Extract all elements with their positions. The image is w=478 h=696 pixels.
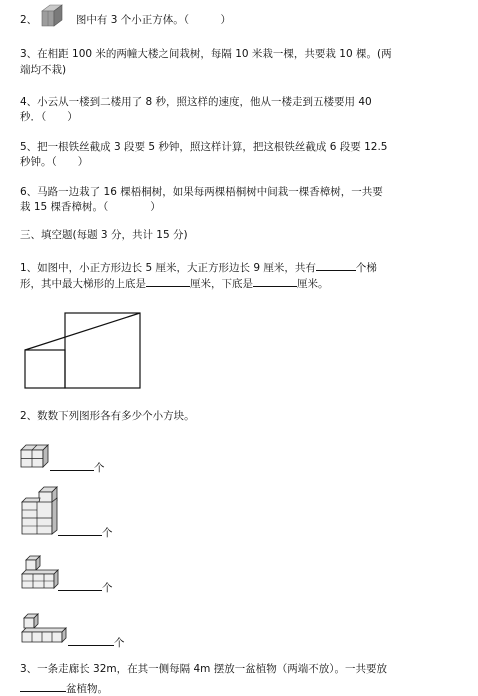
fill-1-text-c: 形，其中最大梯形的上底是: [20, 278, 146, 290]
blank-figure-1: [50, 459, 94, 471]
question-3-line1: 3、在相距 100 米的两幢大楼之间栽树，每隔 10 米栽一棵，共要栽 10 棵。(两: [20, 48, 392, 60]
fill-2-text: 2、数数下列图形各有多少个小方块。: [20, 410, 195, 422]
fill-2-answer-3: [58, 579, 113, 595]
blank-figure-3: [58, 579, 102, 591]
blank-plant-count: [20, 680, 66, 692]
question-4-line1: 4、小云从一楼到二楼用了 8 秒，照这样的速度，他从一楼走到五楼要用 40: [20, 96, 372, 108]
fill-3-line2: [20, 680, 108, 696]
section-3-title: 三、填空题(每题 3 分，共计 15 分): [20, 229, 188, 241]
fill-1-text-b: 个梯: [355, 262, 377, 274]
unit-label: 个: [102, 582, 113, 594]
fill-1-text-e: 厘米。: [297, 278, 329, 290]
blank-trapezoid-count: [316, 259, 356, 271]
question-4-line2: 秒．（ ）: [20, 111, 78, 123]
question-5-line1: 5、把一根铁丝截成 3 段要 5 秒钟，照这样计算，把这根铁丝截成 6 段要 12.5: [20, 141, 388, 153]
fill-2-answer-2: [58, 524, 113, 540]
fill-1-line2: [20, 275, 329, 291]
question-2-text: 图中有 3 个小正方体。（ ）: [75, 14, 231, 26]
blank-upper-base: [146, 275, 190, 287]
cube-figure-3: [20, 554, 60, 590]
blank-figure-2: [58, 524, 102, 536]
fill-2-answer-4: [68, 634, 125, 650]
fill-1-line1: [20, 259, 377, 275]
question-3-line2: 端均不栽): [20, 64, 67, 76]
question-2-number: 2、: [20, 14, 38, 26]
fill-1-text-d: 厘米，下底是: [190, 278, 253, 290]
fill-1-text-a: 1、如图中，小正方形边长 5 厘米，大正方形边长 9 厘米，共有: [20, 262, 316, 274]
blank-figure-4: [68, 634, 114, 646]
question-6-line1: 6、马路一边栽了 16 棵梧桐树，如果每两棵梧桐树中间栽一棵香樟树，一共要: [20, 186, 383, 198]
squares-diagram: [24, 310, 154, 390]
question-6-line2: 栽 15 棵香樟树。（ ）: [20, 201, 161, 213]
unit-label: 个: [114, 637, 125, 649]
cube-figure-4: [20, 612, 68, 644]
cubes-icon: [38, 2, 66, 28]
fill-3-line1: 3、一条走廊长 32m，在其一侧每隔 4m 摆放一盆植物（两端不放）。一共要放: [20, 663, 387, 675]
cube-figure-2: [20, 486, 60, 536]
cube-figure-1: [20, 444, 50, 468]
unit-label: 个: [94, 462, 105, 474]
blank-lower-base: [253, 275, 297, 287]
fill-2-answer-1: [50, 459, 105, 475]
fill-3-text-b: 盆植物。: [66, 683, 108, 695]
unit-label: 个: [102, 527, 113, 539]
question-5-line2: 秒钟。（ ）: [20, 156, 89, 168]
